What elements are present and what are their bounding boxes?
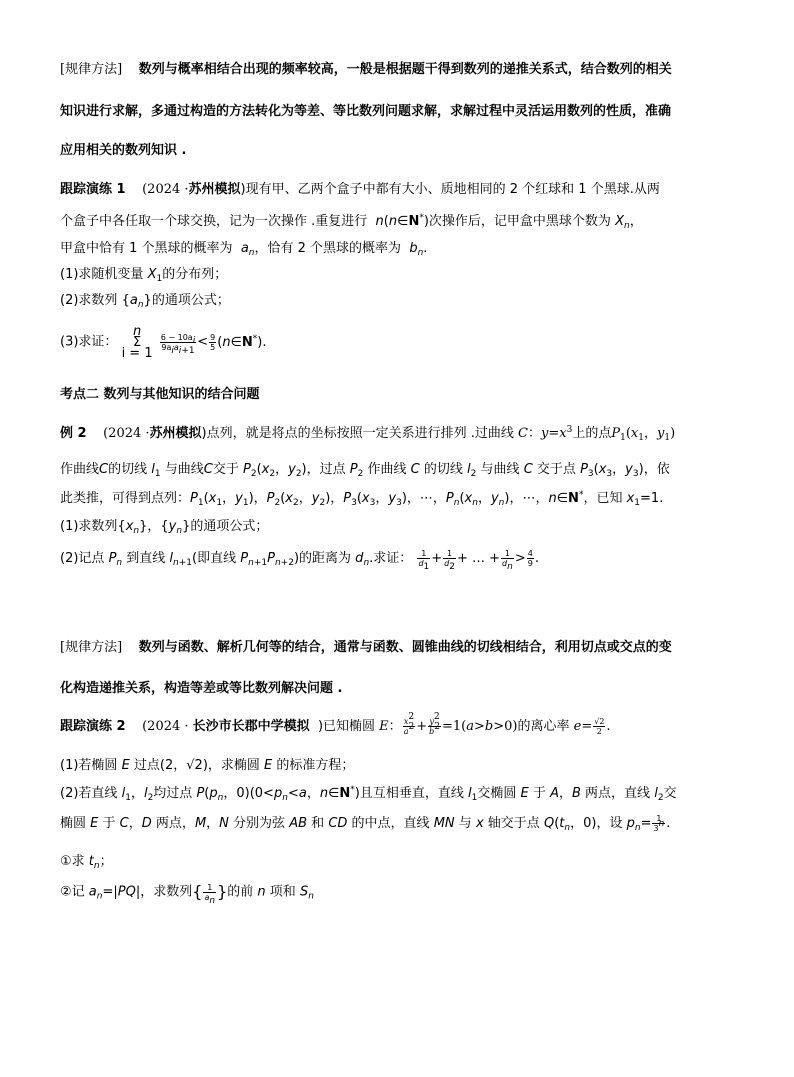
exercise-1-q2 (60, 292, 230, 310)
method-note-2-line2: 化构造递推关系，构造等差或等比数列解决问题 . (60, 681, 343, 696)
example-2-line1 (60, 425, 675, 443)
summation (122, 326, 153, 359)
question-text: ①求 (60, 854, 85, 869)
exercise-2-q2-line2: 椭圆 E 于 C，D 两点，M，N 分别为弦 AB 和 CD 的中点，直线 MN 与 x 轴交于点 $Q(t_n$，0)，设 $p_n=$ $\frac{1}{3^n}$ . (60, 814, 671, 833)
problem-text: 交于点 (536, 462, 576, 477)
question-text: 的分布列； (162, 267, 228, 282)
fraction: $\frac{6 - 10a_i}{9a_ia_{i+1}}$ (160, 333, 196, 356)
exercise-1-q1 (60, 266, 227, 284)
problem-text: )点列，就是将点的坐标按照一定关系进行排列 .过曲线 (201, 426, 514, 441)
question-text: 过点(2， (133, 758, 187, 773)
problem-text: 个盒子中各任取一个球交换，记为一次操作 .重复进行 (60, 214, 368, 229)
math-expr: $b_n$. (409, 241, 428, 258)
question-text: (1)求数列 (60, 519, 118, 534)
math-expr: $X_n$， (615, 214, 643, 231)
method-note-1-line3: 应用相关的数列知识 . (60, 143, 187, 158)
problem-text: ，已知 (583, 491, 623, 506)
frac-num: 9 (210, 333, 216, 342)
question-text: (1)求随机变量 (60, 267, 144, 282)
method-note-1-line2: 知识进行求解，多通过构造的方法转化为等差、等比数列问题求解，求解过程中灵活运用数列的性质，准确 (60, 104, 672, 119)
question-text: 的通项公式； (190, 519, 269, 534)
fraction: $\frac{x^2}{a^2}$ (403, 712, 415, 736)
question-text: 于 (532, 786, 546, 801)
fraction: $\frac{1}{d_1}$ (418, 549, 430, 572)
method-text: 数列与概率相结合出现的频率较高，一般是根据题干得到数列的递推关系式，结合数列的相关 (138, 62, 672, 77)
question-text: 到直线 (126, 551, 166, 566)
question-text: 的前 (227, 884, 254, 900)
question-text: )，求椭圆 (202, 758, 260, 773)
problem-text: 与曲线 (480, 462, 520, 477)
question-text: 两点，直线 (585, 786, 651, 801)
math-expr: $\{a_n\}$ (121, 293, 152, 310)
fraction: $\frac{√2}{2}$ (594, 717, 605, 736)
question-text: )的距离为 (293, 551, 352, 566)
method-note-2-line1 (60, 639, 672, 657)
question-text: (2)求数列 (60, 293, 118, 308)
source-year: (2024 · (142, 719, 189, 734)
fraction: $\frac{1}{d_2}$ (444, 549, 455, 572)
problem-text: 的切线 (423, 462, 463, 477)
exercise-2-q1: (1)若椭圆 E 过点(2，√2)，求椭圆 E 的标准方程； (60, 758, 355, 773)
method-note-1-line1 (60, 61, 672, 79)
frac-num: 6 − 10a (160, 333, 193, 342)
example-2-line3: 此类推，可得到点列：$P_1(x_1$，$y_1$)，$P_2(x_2$，$y_2$)，$P_3(x_3$，$y_3$)，⋯，$P_n(x_n$，$y_n$)，⋯，n∈N*，已知 $x_1=1$. (60, 490, 664, 508)
question-text: 且互相垂直，直线 (359, 786, 464, 801)
question-text: .求证： (369, 551, 413, 566)
exercise-2-line1: 跟踪演练 2 (2024 · 长沙市长郡中学模拟 )已知椭圆 E： $\frac{x^2}{a^2}$ + $\frac{y^2}{b^2}$ =1(a>b>0)的离心率 e= $\frac{√2}{2}$ . (60, 712, 611, 736)
exercise-2-q2-line1: (2)若直线 $l_1$，$l_2$均过点 $P(p_n$，$0)(0<p_n<a$，n∈N*)且互相垂直，直线 $l_1$交椭圆 E 于 A，B 两点，直线 $l_2$交 (60, 785, 677, 803)
fraction: $\frac{1}{d_n}$ (502, 549, 513, 572)
exercise-1-q3: (3)求证： n Σ i = 1 $\frac{6 - 10a_i}{9a_ia_{i+1}}$ < $\frac{9}{5}$ (n∈N*). (60, 324, 267, 361)
question-text: (2)记点 (60, 551, 105, 566)
example-tag: 例 2 (60, 426, 87, 441)
problem-text: 作曲线 (60, 462, 100, 477)
question-text: ②记 (60, 884, 85, 900)
exercise-1-line1 (60, 181, 660, 199)
exercise-tag: 跟踪演练 1 (60, 182, 126, 197)
example-2-q2: (2)记点 $P_n$ 到直线 $l_{n+1}$(即直线 $P_{n+1}P_{n+2}$)的距离为 $d_n$.求证： $\frac{1}{d_1}$ + $\frac{1}{d_2}$ + … + $\frac{1}{d_n}$ > $\frac{4}{9}$ . (60, 549, 539, 572)
question-text: (即直线 (192, 551, 237, 566)
fraction: $\frac{1}{3^n}$ (653, 814, 665, 833)
problem-text: ，过点 (306, 462, 346, 477)
problem-text: 上的点 (572, 426, 612, 441)
problem-text: 的切线 (108, 462, 148, 477)
problem-text: 与曲线 (164, 462, 204, 477)
source-year: (2024 · (142, 182, 189, 197)
question-text: 分别为弦 (233, 816, 286, 831)
source-name: 长沙市长郡中学模拟 (192, 719, 310, 734)
method-label: [规律方法] (60, 640, 123, 655)
question-text: (2)若直线 (60, 786, 118, 801)
frac-den: 9a (161, 343, 172, 352)
question-text: 的通项公式； (151, 293, 230, 308)
source-year: (2024 · (103, 426, 150, 441)
problem-text: 甲盒中恰有 1 个黑球的概率为 (60, 241, 233, 256)
example-2-line2: 作曲线C的切线 $l_1$ 与曲线C交于 $P_2(x_2$，$y_2$)，过点 $P_2$ 作曲线 C 的切线 $l_2$ 与曲线 C 交于点 $P_3(x_3$，$y_3$)，依 (60, 462, 670, 479)
problem-text: )已知椭圆 (317, 719, 376, 734)
question-text: 的中点，直线 (351, 816, 430, 831)
source-name: 苏州模拟 (149, 426, 202, 441)
sum-upper: n (132, 324, 142, 339)
fraction (209, 333, 216, 352)
question-text: (1)若椭圆 (60, 758, 118, 773)
math-expr: $P_1(x_1$，$y_1$) (611, 426, 676, 443)
question-text: 项和 (269, 884, 296, 900)
exercise-1-line3 (60, 240, 427, 258)
question-text: 于 (102, 816, 116, 831)
problem-text: ，依 (643, 462, 670, 477)
example-2-q1: (1)求数列$\{x_n\}$，$\{y_n\}$的通项公式； (60, 519, 269, 536)
exercise-2-subq1: ①求 $t_n$； (60, 854, 113, 871)
exercise-tag: 跟踪演练 2 (60, 719, 126, 734)
problem-text: 交于 (212, 462, 239, 477)
exercise-2-subq2: ②记 $a_n=|PQ|$，求数列{ $\frac{1}{a_n}$ }的前 n 项和 $S_n$ (60, 882, 314, 906)
math-expr: $X_1$ (147, 267, 163, 284)
fraction: $\frac{1}{a_n}$ (204, 882, 216, 906)
question-text: 的标准方程； (276, 758, 355, 773)
question-text: 和 (311, 816, 325, 831)
problem-text: 的离心率 (517, 719, 570, 734)
method-label: [规律方法] (60, 62, 123, 77)
problem-text: 此类推，可得到点列： (60, 491, 191, 506)
problem-text: ，恰有 2 个黑球的概率为 (254, 241, 402, 256)
math-expr: n(n∈N*) (375, 213, 429, 229)
math-expr: C：$y=x^3$ (518, 425, 573, 441)
question-text: 交椭圆 (477, 786, 517, 801)
fraction: $\frac{y^2}{b^2}$ (429, 712, 440, 736)
fraction: $\frac{4}{9}$ (527, 549, 533, 568)
frac-den: 5 (210, 343, 216, 352)
source-name: 苏州模拟 (188, 182, 241, 197)
math-expr: $a_n$ (240, 241, 255, 258)
question-text: 与 (458, 816, 472, 831)
question-text: 椭圆 (60, 816, 87, 831)
sum-lower: i = 1 (121, 346, 153, 361)
question-text: ，求数列 (140, 884, 193, 900)
exercise-1-line2 (60, 213, 643, 231)
question-text: ，设 (596, 816, 623, 831)
question-text: 两点， (155, 816, 195, 831)
sum-sign: Σ (132, 335, 142, 350)
section-title: 考点二 数列与其他知识的结合问题 (60, 387, 260, 402)
problem-text: )现有甲、乙两个盒子中都有大小、质地相同的 2 个红球和 1 个黑球.从两 (240, 182, 660, 197)
question-text: 交 (663, 786, 677, 801)
problem-text: 次操作后，记甲盒中黑球个数为 (428, 214, 611, 229)
question-text: (3)求证： (60, 334, 118, 350)
method-text: 数列与函数、解析几何等的结合，通常与函数、圆锥曲线的切线相结合，利用切点或交点的变 (138, 640, 672, 655)
question-text: 轴交于点 (487, 816, 540, 831)
question-text: 均过点 (153, 786, 193, 801)
problem-text: 作曲线 (367, 462, 407, 477)
